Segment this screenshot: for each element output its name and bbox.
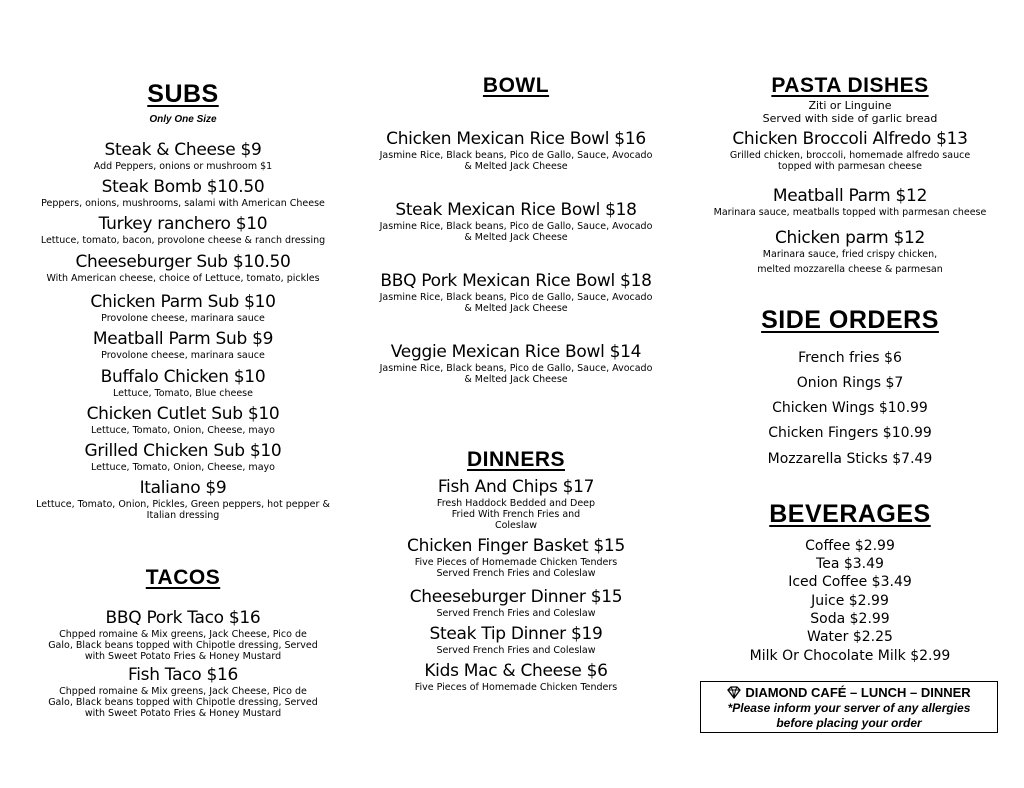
item-name: Chicken parm $12 [774,228,926,248]
item-desc: Fresh Haddock Bedded and Deep Fried With French Fries and Coleslaw [436,498,596,531]
item-desc: With American cheese, choice of Lettuce, tomato, pickles [46,273,320,284]
item-desc: Chpped romaine & Mix greens, Jack Cheese, Pico de Galo, Black beans topped with Chipotle dressing, Served with Sweet Potato Fries & Honey Mustard [48,629,318,662]
item-desc: Five Pieces of Homemade Chicken Tenders Served French Fries and Coleslaw [414,557,618,579]
item-name: Cheeseburger Sub $10.50 [75,252,291,272]
menu-item [700,186,1000,218]
restaurant-name: DIAMOND CAFÉ – LUNCH – DINNER [745,685,971,700]
beverage-item: Water $2.25 [807,629,893,645]
menu-item [28,177,338,209]
item-name: Steak Tip Dinner $19 [429,624,603,644]
menu-item [28,252,338,284]
item-desc: Grilled chicken, broccoli, homemade alfredo sauce topped with parmesan cheese [729,150,971,172]
item-name: Chicken Finger Basket $15 [407,536,625,556]
item-desc: Jasmine Rice, Black beans, Pico de Gallo, Sauce, Avocado & Melted Jack Cheese [379,221,653,243]
footer-title-line [701,685,997,701]
item-name: BBQ Pork Mexican Rice Bowl $18 [380,271,652,291]
item-name: Meatball Parm Sub $9 [92,329,274,349]
side-item: Chicken Wings $10.99 [772,400,928,416]
menu-item [700,228,1000,260]
menu-item [28,367,338,399]
pasta-title: PASTA DISHES [771,74,929,97]
item-name: Veggie Mexican Rice Bowl $14 [390,342,642,362]
item-desc: Jasmine Rice, Black beans, Pico de Gallo, Sauce, Avocado & Melted Jack Cheese [379,292,653,314]
pasta-bread-note: Served with side of garlic bread [762,112,938,125]
item-name: Meatball Parm $12 [772,186,928,206]
menu-item [28,329,338,361]
item-desc: Jasmine Rice, Black beans, Pico de Gallo, Sauce, Avocado & Melted Jack Cheese [379,150,653,172]
pasta-note: Ziti or Linguine [808,99,892,112]
beverage-item: Juice $2.99 [811,593,889,609]
beverages-title: BEVERAGES [769,500,931,528]
item-name: Chicken Mexican Rice Bowl $16 [386,129,646,149]
item-name: Steak & Cheese $9 [104,140,262,160]
menu-item [370,624,662,656]
item-name: Chicken Broccoli Alfredo $13 [732,129,968,149]
beverage-item: Iced Coffee $3.49 [788,574,912,590]
beverage-item: Milk Or Chocolate Milk $2.99 [749,648,951,664]
item-desc: Lettuce, Tomato, Blue cheese [113,388,253,399]
item-name: Kids Mac & Cheese $6 [424,661,608,681]
subs-size-note: Only One Size [149,114,217,125]
item-desc: Five Pieces of Homemade Chicken Tenders [414,682,618,693]
side-item: Mozzarella Sticks $7.49 [767,451,933,467]
item-desc: Lettuce, Tomato, Onion, Cheese, mayo [91,425,275,436]
item-name: Grilled Chicken Sub $10 [84,441,282,461]
menu-item [700,129,1000,172]
tacos-title: TACOS [145,566,221,589]
side-item: Chicken Fingers $10.99 [768,425,932,441]
item-desc: Lettuce, Tomato, Onion, Cheese, mayo [91,462,275,473]
item-name: BBQ Pork Taco $16 [105,608,261,628]
item-name: Fish Taco $16 [128,665,238,685]
beverage-item: Coffee $2.99 [805,538,895,554]
item-name: Buffalo Chicken $10 [100,367,266,387]
item-desc: Served French Fries and Coleslaw [436,608,596,619]
diamond-icon [727,686,741,699]
menu-item [370,536,662,579]
item-desc: Provolone cheese, marinara sauce [101,350,265,361]
item-desc: Marinara sauce, fried crispy chicken, [762,249,938,260]
allergy-warning-continued: before placing your order [776,716,922,730]
item-name: Cheeseburger Dinner $15 [409,587,623,607]
menu-item [370,200,662,243]
item-desc: Lettuce, Tomato, Onion, Pickles, Green peppers, hot pepper & Italian dressing [36,499,330,521]
item-desc: Jasmine Rice, Black beans, Pico de Gallo, Sauce, Avocado & Melted Jack Cheese [379,363,653,385]
menu-item [370,477,662,531]
item-name: Steak Bomb $10.50 [101,177,265,197]
item-name: Fish And Chips $17 [437,477,595,497]
side-item: French fries $6 [798,350,902,366]
item-name: Steak Mexican Rice Bowl $18 [395,200,637,220]
menu-item [370,342,662,385]
item-desc: Chpped romaine & Mix greens, Jack Cheese, Pico de Galo, Black beans topped with Chipotle dressing, Served with Sweet Potato Fries & Honey Mustard [48,686,318,719]
menu-item [28,404,338,436]
menu-item [370,129,662,172]
menu-item [370,271,662,314]
item-desc: Marinara sauce, meatballs topped with parmesan cheese [713,207,987,218]
item-desc-continued: melted mozzarella cheese & parmesan [757,264,943,275]
item-desc: Lettuce, tomato, bacon, provolone cheese & ranch dressing [40,235,326,246]
menu-item [28,214,338,246]
item-desc: Peppers, onions, mushrooms, salami with American Cheese [41,198,325,209]
item-desc: Add Peppers, onions or mushroom $1 [93,161,273,172]
menu-item [28,665,338,719]
menu-item [28,140,338,172]
bowl-title: BOWL [482,74,550,97]
menu-item [28,292,338,324]
item-name: Chicken Parm Sub $10 [90,292,276,312]
menu-item [28,608,338,662]
dinners-title: DINNERS [466,448,565,471]
menu-item [28,478,338,521]
allergy-notice-box [700,681,998,733]
item-desc: Served French Fries and Coleslaw [436,645,596,656]
beverage-item: Soda $2.99 [810,611,890,627]
side-orders-title: SIDE ORDERS [761,306,939,334]
menu-item [28,441,338,473]
item-name: Italiano $9 [139,478,227,498]
menu-item [370,587,662,619]
item-desc: Provolone cheese, marinara sauce [101,313,265,324]
subs-title: SUBS [147,80,219,108]
side-item: Onion Rings $7 [796,375,904,391]
item-name: Turkey ranchero $10 [98,214,268,234]
menu-item [370,661,662,693]
allergy-warning: *Please inform your server of any allergies [727,701,971,715]
beverage-item: Tea $3.49 [816,556,884,572]
item-name: Chicken Cutlet Sub $10 [86,404,280,424]
